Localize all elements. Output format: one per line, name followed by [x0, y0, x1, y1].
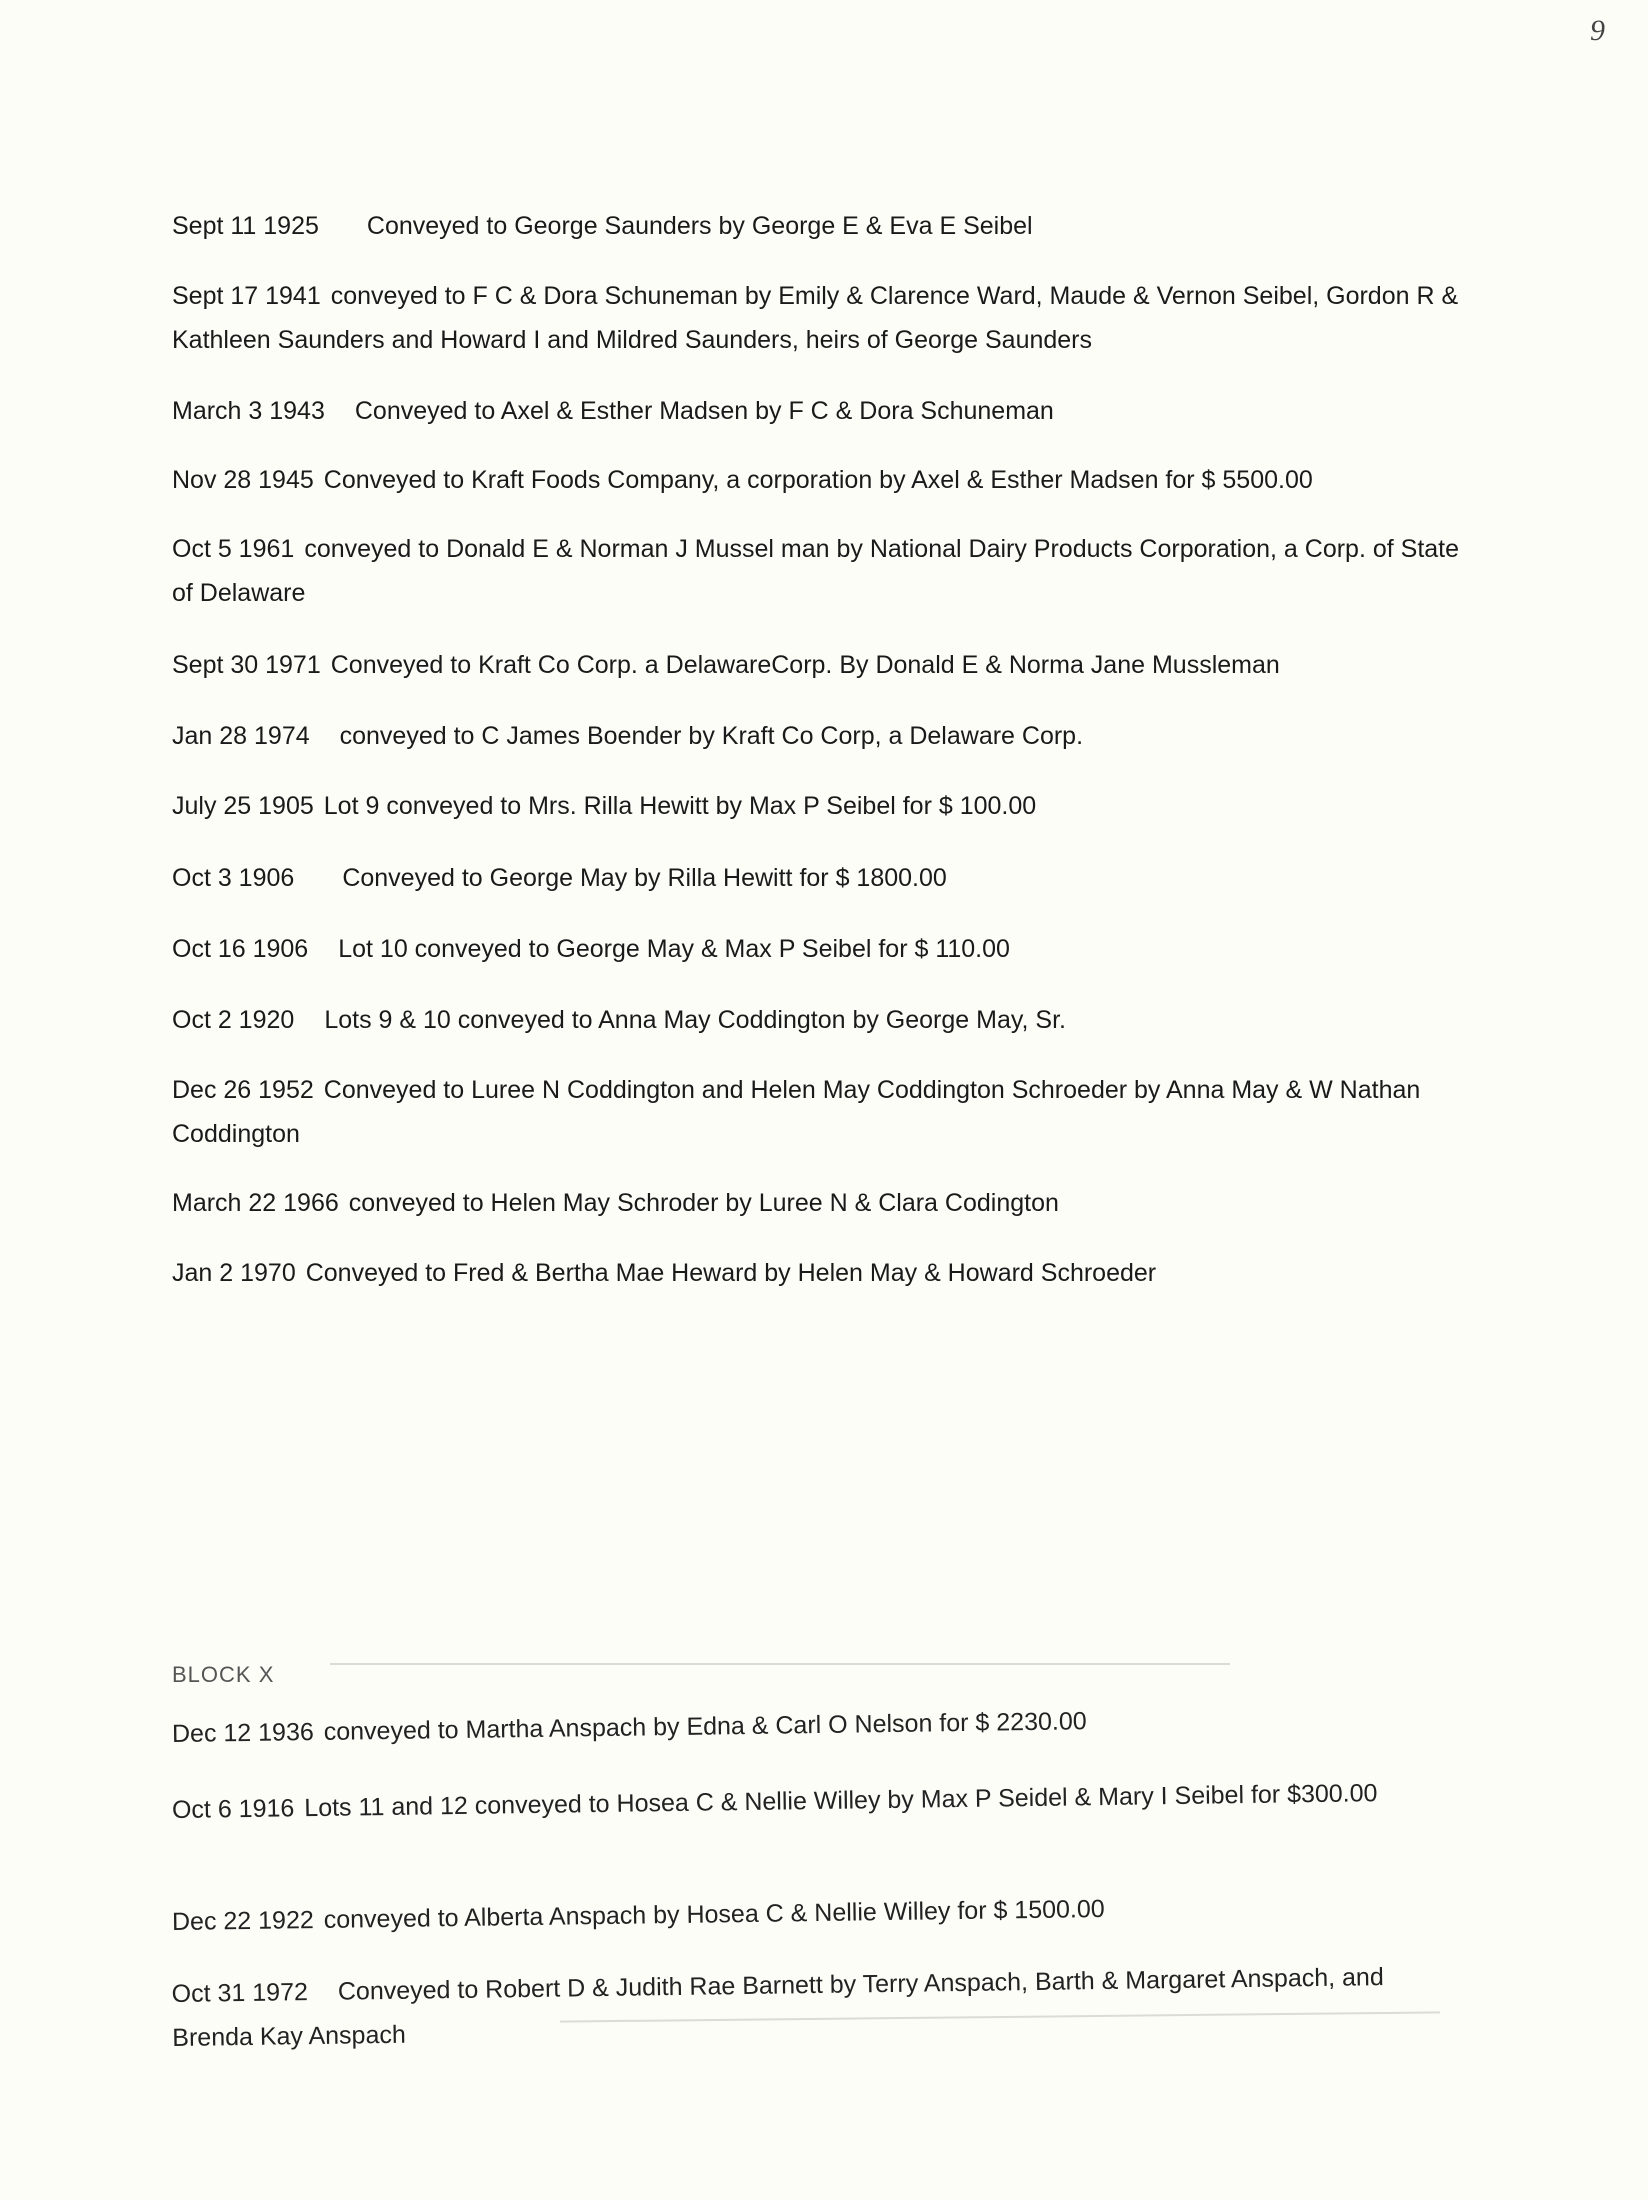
entry-date: Jan 2 1970 [172, 1259, 296, 1287]
deed-entry [172, 1882, 1462, 1944]
deed-entry [172, 274, 1462, 362]
entry-text: Conveyed to Robert D & Judith Rae Barnett by Terry Anspach, Barth & Margaret Anspach, and Brenda Kay Anspach [172, 1963, 1384, 2052]
deed-entry [171, 1954, 1462, 2060]
entry-text: Lot 9 conveyed to Mrs. Rilla Hewitt by Max P Seibel for $ 100.00 [323, 792, 1037, 820]
entry-date: Oct 5 1961 [172, 535, 295, 563]
deed-entry [172, 1068, 1462, 1156]
entry-date: Dec 22 1922 [171, 1906, 314, 1936]
deed-entry [172, 1694, 1462, 1756]
page-number: 9 [1590, 14, 1605, 47]
entry-date: Oct 2 1920 [172, 1006, 295, 1034]
deed-entry [172, 856, 1462, 900]
deed-entry [172, 927, 1462, 971]
block-heading: BLOCK X [172, 1662, 275, 1687]
deed-entry [172, 1251, 1462, 1295]
entry-date: Sept 17 1941 [172, 282, 321, 310]
deed-entry [172, 998, 1462, 1042]
entry-text: Conveyed to Axel & Esther Madsen by F C & Dora Schuneman [354, 397, 1054, 425]
entry-text: Conveyed to Luree N Coddington and Helen May Coddington Schroeder by Anna May & W Nathan Coddington [172, 1076, 1421, 1148]
entry-text: Conveyed to George May by Rilla Hewitt for $ 1800.00 [342, 864, 947, 892]
deed-entry [172, 784, 1462, 828]
entry-date: Sept 11 1925 [172, 212, 319, 240]
deed-entry [172, 389, 1462, 433]
entry-date: July 25 1905 [172, 792, 314, 820]
entry-date: Oct 31 1972 [171, 1978, 309, 2009]
deed-entry [172, 458, 1462, 502]
entry-date: March 3 1943 [172, 397, 325, 425]
entry-text: Conveyed to George Saunders by George E & Eva E Seibel [366, 212, 1033, 240]
entry-text: conveyed to Martha Anspach by Edna & Carl O Nelson for $ 2230.00 [323, 1707, 1087, 1746]
deed-entry [172, 714, 1462, 758]
entry-date: Dec 26 1952 [172, 1076, 314, 1104]
entry-text: Conveyed to Kraft Foods Company, a corporation by Axel & Esther Madsen for $ 5500.00 [323, 466, 1313, 494]
entry-text: Lots 9 & 10 conveyed to Anna May Coddington by George May, Sr. [324, 1006, 1066, 1034]
entry-text: conveyed to F C & Dora Schuneman by Emily & Clarence Ward, Maude & Vernon Seibel, Gordon R & Kathleen Saunders and Howard I and Mildred Saunders, heirs of George Saunders [172, 282, 1459, 354]
entry-date: Oct 16 1906 [172, 935, 309, 963]
scan-rule [330, 1663, 1230, 1665]
entry-date: Oct 3 1906 [172, 864, 295, 892]
entry-text: Conveyed to Fred & Bertha Mae Heward by Helen May & Howard Schroeder [305, 1259, 1157, 1287]
entry-text: Conveyed to Kraft Co Corp. a DelawareCorp. By Donald E & Norma Jane Mussleman [330, 651, 1280, 679]
entry-text: conveyed to Alberta Anspach by Hosea C & Nellie Willey for $ 1500.00 [323, 1894, 1105, 1934]
entry-text: conveyed to Helen May Schroder by Luree N & Clara Codington [348, 1189, 1059, 1217]
entry-date: March 22 1966 [172, 1189, 339, 1217]
entry-text: Lot 10 conveyed to George May & Max P Seibel for $ 110.00 [338, 935, 1010, 963]
deed-entry [172, 1770, 1462, 1832]
entry-date: Jan 28 1974 [172, 722, 310, 750]
deed-entry [172, 527, 1462, 615]
entry-text: Lots 11 and 12 conveyed to Hosea C & Nellie Willey by Max P Seidel & Mary I Seibel for $300.00 [304, 1779, 1378, 1823]
entry-date: Nov 28 1945 [172, 466, 314, 494]
deed-entry [172, 1181, 1462, 1225]
entry-text: conveyed to Donald E & Norman J Mussel man by National Dairy Products Corporation, a Corp. of State of Delaware [172, 535, 1460, 607]
entry-date: Oct 6 1916 [171, 1794, 295, 1824]
entry-text: conveyed to C James Boender by Kraft Co Corp, a Delaware Corp. [339, 722, 1084, 750]
entry-date: Sept 30 1971 [172, 651, 321, 679]
deed-entry [172, 204, 1462, 248]
entry-date: Dec 12 1936 [171, 1718, 314, 1748]
deed-entry [172, 643, 1462, 687]
